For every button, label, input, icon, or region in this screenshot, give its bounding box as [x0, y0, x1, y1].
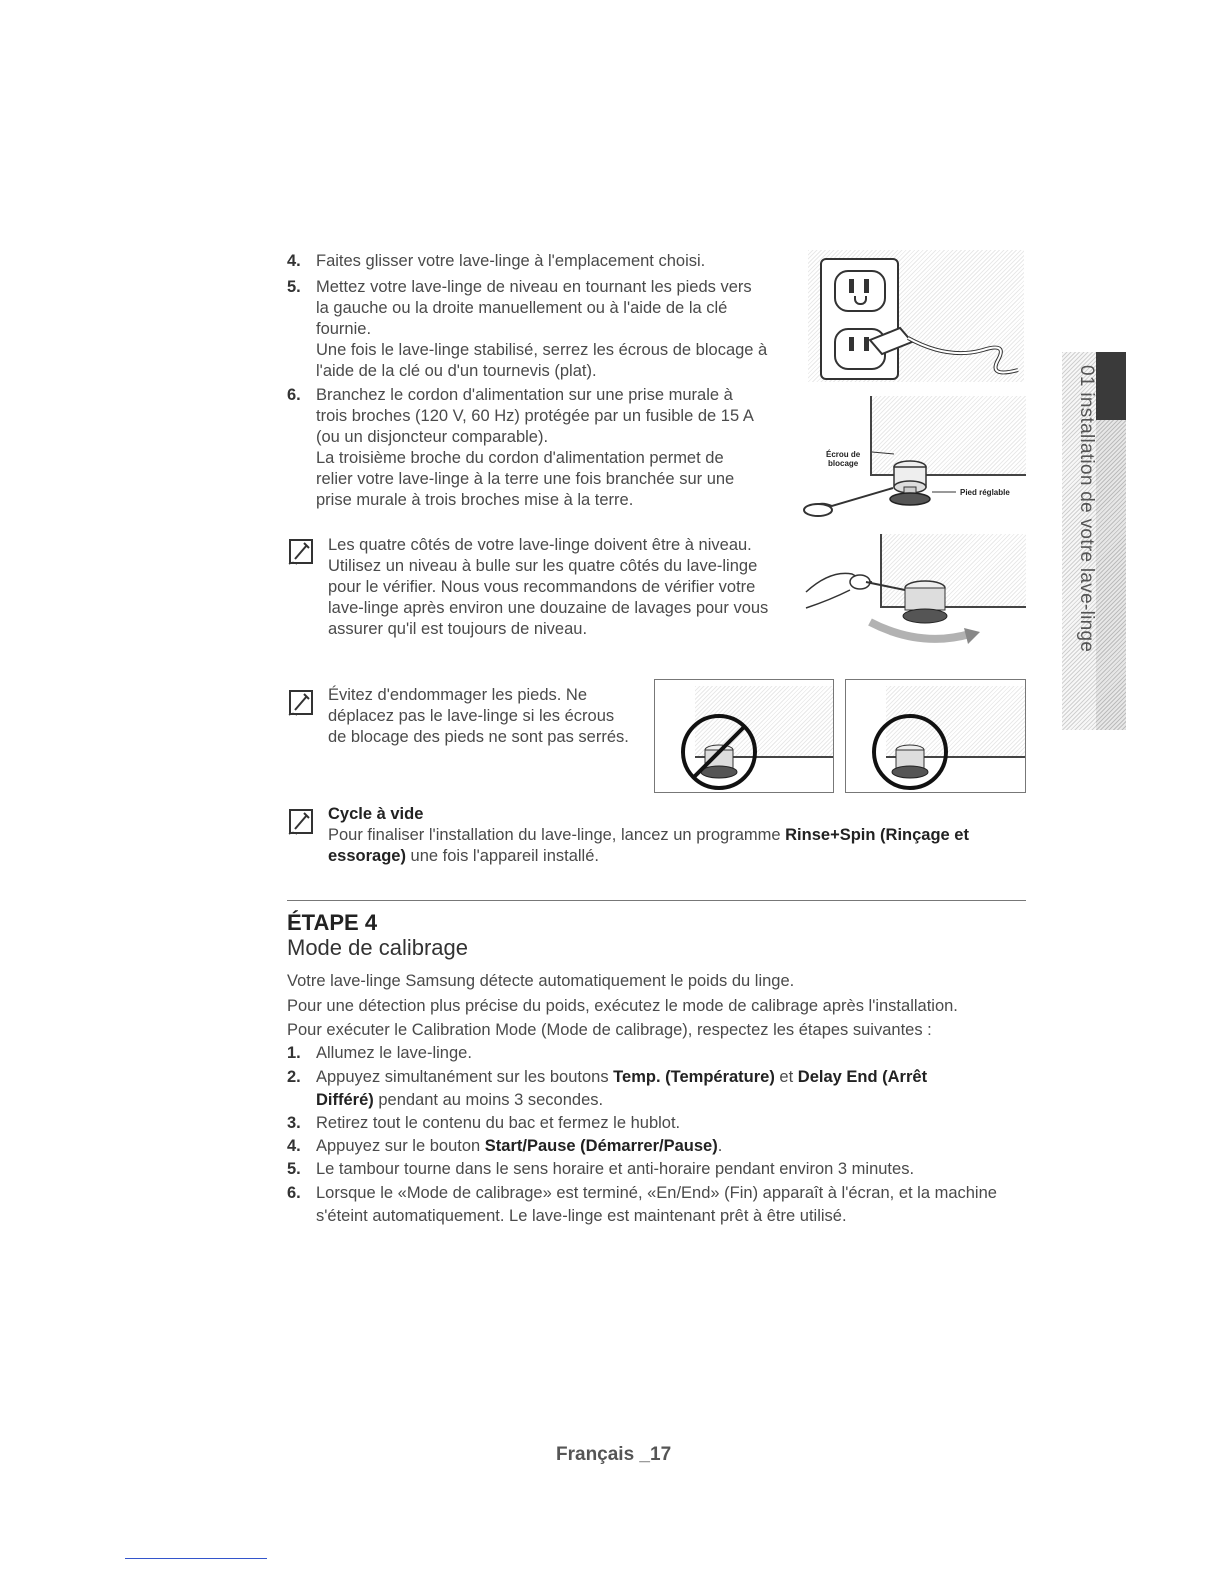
- note-icon: [287, 807, 315, 837]
- bottom-rule: [125, 1558, 267, 1559]
- note-body: [328, 825, 1028, 867]
- adjustable-foot-illustration: [798, 392, 1026, 522]
- note-empty-cycle: [328, 804, 1028, 867]
- step-4: 4. Faites glisser votre lave-linge à l'emplacement choisi.: [287, 252, 706, 270]
- label-lock-nut: Écrou de blocage: [826, 450, 861, 468]
- step-6: 6. Branchez le cordon d'alimentation sur une prise murale à trois broches (120 V, 60 Hz) protégée par un fusible de 15 A (ou un disjoncteur comparable). La troisième broche du cordon d'alimentation permet de relier votre lave-linge à la terre une fois branchée sur une prise murale à trois broches mise à la terre.: [287, 386, 754, 509]
- page-footer: Français _17: [556, 1444, 672, 1465]
- outlet-illustration: [808, 250, 1024, 382]
- calibration-steps: [287, 1042, 1027, 1242]
- cal-step-3: 3. Retirez tout le contenu du bac et fermez le hublot.: [287, 1114, 681, 1132]
- cal-step-5: 5. Le tambour tourne dans le sens horaire et anti-horaire pendant environ 3 minutes.: [287, 1160, 915, 1178]
- section-intro: Votre lave-linge Samsung détecte automatiquement le poids du linge. Pour une détection plus précise du poids, exécutez le mode de calibrage après l'installation. Pour exécuter le Calibration Mode (Mode de calibrage), respectez les étapes suivantes :: [287, 972, 958, 1039]
- note-feet-warning: Évitez d'endommager les pieds. Ne déplacez pas le lave-linge si les écrous de blocage des pieds ne sont pas serrés.: [328, 686, 629, 746]
- cal-step-2-line: Appuyez simultanément sur les boutons Temp. (Température) et Delay End (Arrêt: [316, 1068, 928, 1086]
- cal-step-1: 1. Allumez le lave-linge.: [287, 1044, 472, 1062]
- section-divider: [287, 900, 1026, 901]
- note-title: Cycle à vide: [328, 805, 424, 823]
- section-subheading: Mode de calibrage: [287, 935, 469, 960]
- cal-step-2-line: Différé) pendant au moins 3 secondes.: [316, 1090, 604, 1109]
- cal-step-2: 2. Appuyez simultanément sur les boutons Temp. (Température) et Delay End (Arrêt Différé) pendant au moins 3 secondes.: [287, 1066, 927, 1111]
- foot-correct-illustration: [845, 679, 1026, 793]
- label-adjustable-foot: Pied réglable: [960, 488, 1010, 497]
- note-body-line: essorage) une fois l'appareil installé.: [328, 847, 599, 865]
- step-5: 5. Mettez votre lave-linge de niveau en tournant les pieds vers la gauche ou la droite manuellement ou à l'aide de la clé fournie. Une fois le lave-linge stabilisé, serrez les écrous de blocage à l'aide de la clé ou d'un tournevis (plat).: [287, 278, 768, 380]
- note-icon: [287, 688, 315, 718]
- chapter-tab-marker: [1096, 352, 1126, 730]
- cal-step-6: 6. Lorsque le «Mode de calibrage» est terminé, «En/End» (Fin) apparaît à l'écran, et la machine s'éteint automatiquement. Le lave-linge est maintenant prêt à être utilisé.: [287, 1184, 997, 1225]
- note-body-line: Pour finaliser l'installation du lave-linge, lancez un programme Rinse+Spin (Rinçage et: [328, 826, 969, 844]
- note-icon: [287, 537, 315, 567]
- note-level: Les quatre côtés de votre lave-linge doivent être à niveau. Utilisez un niveau à bulle sur les quatre côtés du lave-linge pour le vérifier. Nous vous recommandons de vérifier votre lave-linge après environ une douzaine de lavages pour vous assurer qu'il est toujours de niveau.: [328, 536, 769, 638]
- cal-step-4: 4. Appuyez sur le bouton Start/Pause (Démarrer/Pause).: [287, 1137, 723, 1155]
- steps-top: [287, 251, 797, 521]
- foot-wrong-illustration: [654, 679, 834, 793]
- chapter-tab-label: 01 installation de votre lave-linge: [1076, 365, 1097, 653]
- power-plug: [808, 250, 1024, 382]
- wrench-adjust-illustration: [800, 530, 1026, 652]
- section-heading: ÉTAPE 4: [287, 910, 378, 935]
